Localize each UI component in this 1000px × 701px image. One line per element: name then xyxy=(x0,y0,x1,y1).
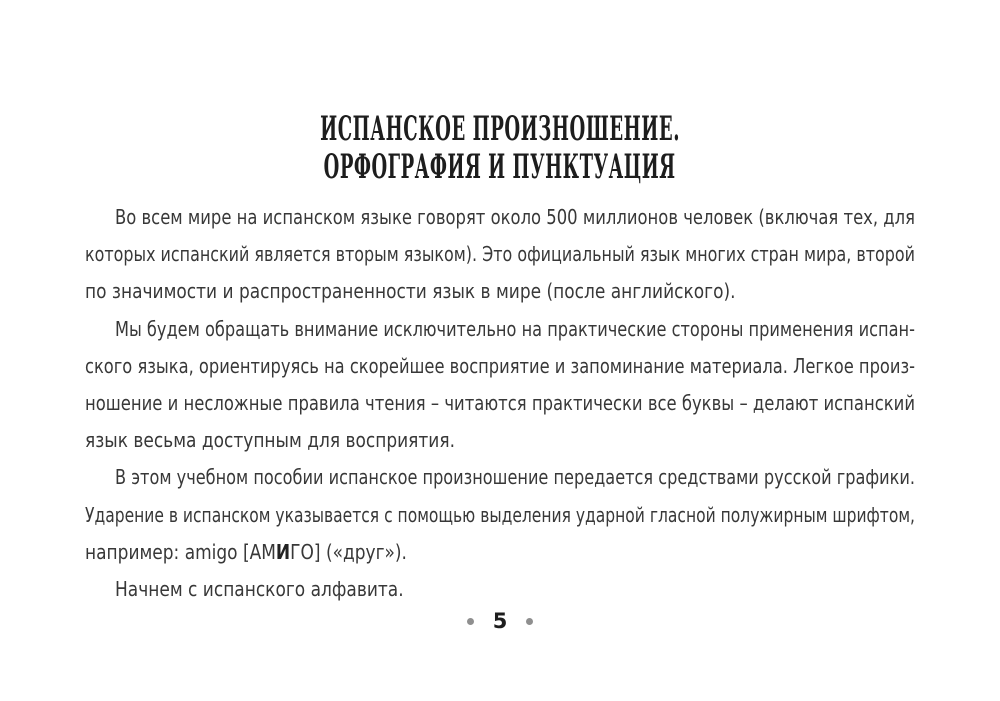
text-line: ского языка, ориентируясь на скорейшее восприятие и запоминание материала. Легкое произ- xyxy=(85,353,915,378)
text-line-example xyxy=(85,534,915,571)
text-line: по значимости и распространенности язык в мире (после английского). xyxy=(85,279,736,304)
title-line-1: ИСПАНСКОЕ ПРОИЗНОШЕНИЕ. xyxy=(319,109,680,149)
text-line: ношение и несложные правила чтения – читаются практически все буквы – делают испанский xyxy=(85,390,915,415)
title-line-2: ОРФОГРАФИЯ И ПУНКТУАЦИЯ xyxy=(324,147,676,187)
stressed-letter: И xyxy=(275,539,291,564)
text-line: которых испанский является вторым языком). Это официальный язык многих стран мира, второй xyxy=(85,242,915,267)
text-line: Во всем мире на испанском языке говорят около 500 миллионов человек (включая тех, для xyxy=(115,205,915,229)
example-pre: например: amigo [АМ xyxy=(85,539,276,564)
page-title xyxy=(0,110,1000,186)
text-line: язык весьма доступным для восприятия. xyxy=(85,428,455,453)
text-line: Начнем с испанского алфавита. xyxy=(115,576,404,601)
text-line: Мы будем обращать внимание исключительно на практические стороны применения испан- xyxy=(115,316,915,341)
page-number: 5 xyxy=(492,608,508,633)
body-text xyxy=(85,199,915,608)
example-post: ГО] («друг»). xyxy=(290,539,407,564)
text-line: Ударение в испанском указывается с помощью выделения ударной гласной полужирным шрифтом, xyxy=(85,502,915,527)
footer-dot-left xyxy=(467,618,474,625)
footer-dot-right xyxy=(526,618,533,625)
text-line: В этом учебном пособии испанское произношение передается средствами русской графики. xyxy=(115,465,915,490)
page-footer xyxy=(0,607,1000,635)
